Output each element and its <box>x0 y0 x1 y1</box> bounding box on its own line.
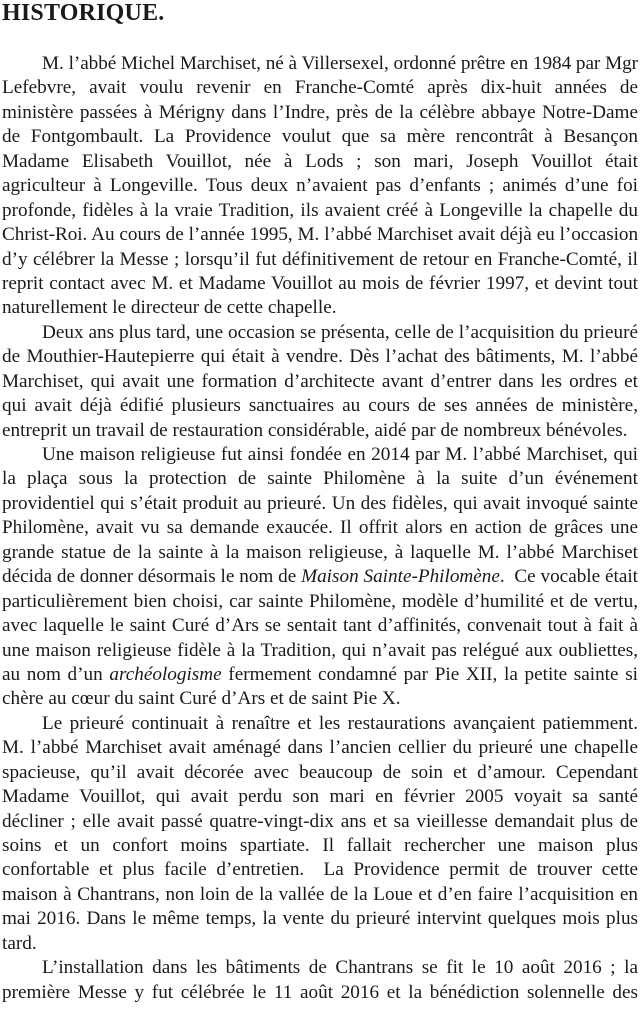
text-line <box>2 663 638 687</box>
text-line <box>2 810 638 834</box>
text-segment: Madame Vouillot, qui avait perdu son mari en février 2005 voyait sa santé <box>2 786 638 808</box>
text-line <box>2 932 638 956</box>
text-line <box>2 419 638 443</box>
text-line <box>2 956 638 980</box>
document-body <box>2 52 638 1005</box>
text-segment: une maison religieuse fidèle à la Tradition, qui n’avait pas relégué aux oubliettes, <box>2 639 638 661</box>
text-line <box>2 52 638 76</box>
text-line <box>2 272 638 296</box>
text-line <box>2 296 638 320</box>
text-segment: de Mouthier-Hautepierre qui était à vendre. Dès l’achat des bâtiments, M. l’abbé <box>2 346 638 368</box>
text-line <box>2 199 638 223</box>
text-line <box>2 125 638 149</box>
text-segment: confortable et plus facile d’entretien. La Providence permit de trouver cette <box>2 859 638 881</box>
text-segment: reprit contact avec M. et Madame Vouillot au mois de février 1997, et devint tout <box>2 272 638 294</box>
text-segment: Madame Elisabeth Vouillot, née à Lods ; son mari, Joseph Vouillot était <box>2 150 638 172</box>
text-segment: Christ-Roi. Au cours de l’année 1995, M. l’abbé Marchiset avait déjà eu l’occasion <box>2 224 638 246</box>
text-segment: providentiel qui s’était produit au prieuré. Un des fidèles, qui avait invoqué sainte <box>2 492 638 514</box>
text-line <box>2 541 638 565</box>
text-line <box>2 174 638 198</box>
text-line <box>2 736 638 760</box>
italic-text: archéologisme <box>109 663 222 685</box>
text-line <box>2 492 638 516</box>
text-segment: qui avait déjà édifié plusieurs sanctuaires au cours de ses années de ministère, <box>2 395 638 417</box>
text-segment: tard. <box>2 932 37 954</box>
text-segment: d’y célébrer la Messe ; lorsqu’il fut définitivement de retour en Franche-Comté, il <box>2 248 638 270</box>
text-line <box>2 834 638 858</box>
text-segment: Une maison religieuse fut ainsi fondée en 2014 par M. l’abbé Marchiset, qui <box>42 444 638 465</box>
text-line <box>2 321 638 345</box>
text-segment: chère au cœur du saint Curé d’Ars et de saint Pie X. <box>2 688 401 710</box>
text-segment: L’installation dans les bâtiments de Chantrans se fit le 10 août 2016 ; la <box>42 957 638 979</box>
text-segment: mai 2016. Dans le même temps, la vente du prieuré intervint quelques mois plus <box>2 908 638 930</box>
text-segment: naturellement le directeur de cette chapelle. <box>2 297 337 319</box>
text-segment: la plaça sous la protection de sainte Philomène à la suite d’un événement <box>2 468 638 490</box>
paragraph <box>2 956 638 1005</box>
paragraph <box>2 443 638 712</box>
text-line <box>2 467 638 491</box>
text-segment: Marchiset, qui avait une formation d’architecte avant d’entrer dans les ordres et <box>2 370 638 392</box>
text-line <box>2 370 638 394</box>
text-line <box>2 687 638 711</box>
text-segment: agriculteur à Longeville. Tous deux n’avaient pas d’enfants ; animés d’une foi <box>2 175 638 197</box>
text-line <box>2 150 638 174</box>
text-segment: décliner ; elle avait passé quatre-vingt-dix ans et sa vieillesse demandait plus de <box>2 810 638 832</box>
text-line <box>2 565 638 589</box>
text-line <box>2 712 638 736</box>
text-segment: M. l’abbé Marchiset avait aménagé dans l’ancien cellier du prieuré une chapelle <box>2 737 638 759</box>
text-segment: particulièrement bien choisi, car sainte Philomène, modèle d’humilité et de vertu, <box>2 590 638 612</box>
text-line <box>2 223 638 247</box>
text-segment: entreprit un travail de restauration considérable, aidé par de nombreux bénévoles. <box>2 419 628 441</box>
text-segment: grande statue de la sainte à la maison religieuse, à laquelle M. l’abbé Marchiset <box>2 541 638 563</box>
text-segment: Le prieuré continuait à renaître et les restaurations avançaient patiemment. <box>42 712 638 734</box>
italic-text: Maison Sainte-Philomène <box>301 566 500 588</box>
text-segment: au nom d’un <box>2 663 110 685</box>
text-segment: avec laquelle le saint Curé d’Ars se sentait tant d’affinités, convenait tout à fait à <box>2 615 638 637</box>
document-page <box>2 0 638 1005</box>
text-line <box>2 76 638 100</box>
text-line <box>2 858 638 882</box>
text-line <box>2 590 638 614</box>
text-segment: de Fontgombault. La Providence voulut que sa mère rencontrât à Besançon <box>2 126 638 148</box>
text-segment: décida de donner désormais le nom de <box>2 566 302 588</box>
text-line <box>2 516 638 540</box>
text-line <box>2 101 638 125</box>
paragraph <box>2 321 638 443</box>
text-segment: Deux ans plus tard, une occasion se présenta, celle de l’acquisition du prieuré <box>42 321 638 343</box>
text-line <box>2 394 638 418</box>
text-segment: M. l’abbé Michel Marchiset, né à Villersexel, ordonné prêtre en 1984 par Mgr <box>42 53 638 74</box>
text-segment: maison à Chantrans, non loin de la vallée de la Loue et d’en faire l’acquisition en <box>2 883 638 905</box>
text-line <box>2 639 638 663</box>
text-line <box>2 614 638 638</box>
text-line <box>2 443 638 467</box>
text-segment: ministère passées à Mérigny dans l’Indre, près de la célèbre abbaye Notre-Dame <box>2 101 638 123</box>
text-segment: Philomène, avait vu sa demande exaucée. Il offrit alors en action de grâces une <box>2 517 638 539</box>
text-line <box>2 883 638 907</box>
text-segment: profonde, fidèles à la vraie Tradition, ils avaient créé à Longeville la chapelle du <box>2 199 638 221</box>
text-line <box>2 248 638 272</box>
text-segment: Lefebvre, avait voulu revenir en Franche-Comté après dix-huit années de <box>2 77 638 99</box>
text-line <box>2 761 638 785</box>
text-line <box>2 345 638 369</box>
paragraph <box>2 52 638 321</box>
section-heading: HISTORIQUE. <box>2 0 165 26</box>
paragraph <box>2 712 638 956</box>
text-line <box>2 907 638 931</box>
text-segment: première Messe y fut célébrée le 11 août 2016 et la bénédiction solennelle des <box>2 981 638 1003</box>
text-line <box>2 785 638 809</box>
text-segment: soins et un confort moins spartiate. Il fallait rechercher une maison plus <box>2 835 638 856</box>
text-line <box>2 981 638 1005</box>
text-segment: spacieuse, qu’il avait décorée avec beaucoup de soin et d’amour. Cependant <box>2 761 638 783</box>
text-segment: . Ce vocable était <box>499 566 638 588</box>
text-segment: fermement condamné par Pie XII, la petite sainte si <box>221 663 638 685</box>
